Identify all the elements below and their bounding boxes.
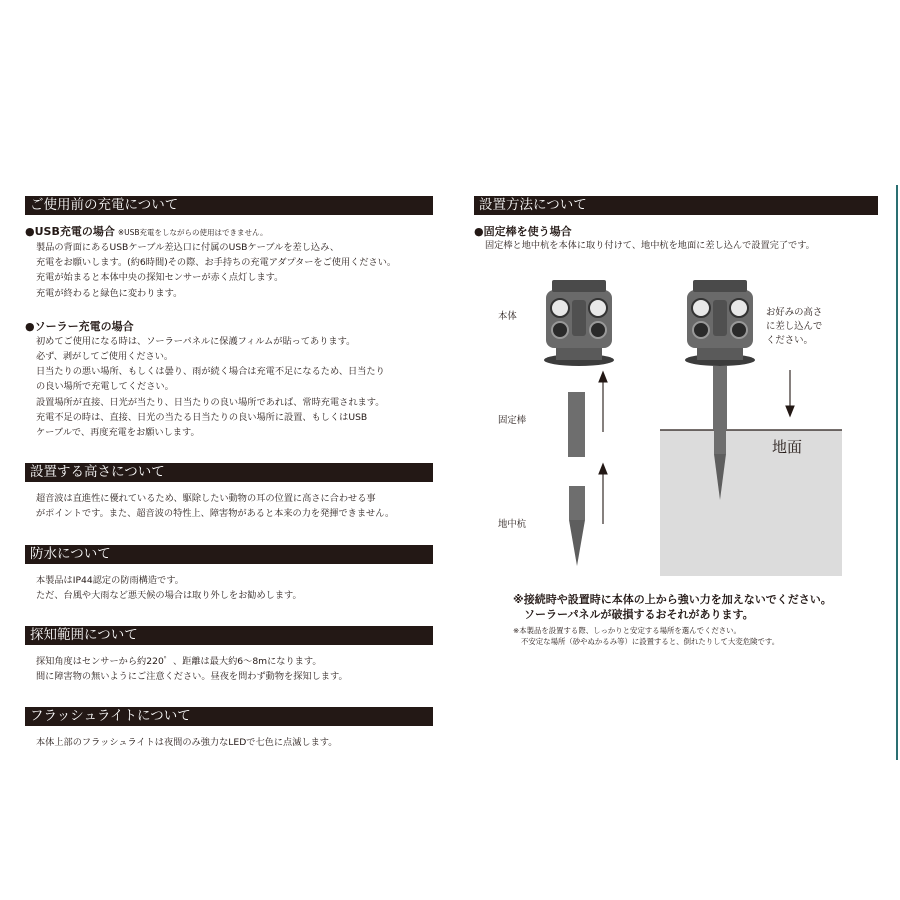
solar-charging-block xyxy=(25,320,433,440)
install-header: 設置方法について xyxy=(474,196,878,215)
waterproof-line: ただ、台風や大雨など悪天候の場合は取り外しをお勧めします。 xyxy=(36,589,302,601)
solar-line: 必ず、剥がしてご使用ください。 xyxy=(36,351,174,363)
height-section xyxy=(25,463,433,521)
usb-line: 製品の背面にあるUSBケーブル差込口に付属のUSBケーブルを差し込み、 xyxy=(36,242,340,253)
waterproof-header: 防水について xyxy=(25,545,433,564)
caution-sub-line: ※本製品を設置する際、しっかりと安定する場所を選んでください。 xyxy=(513,626,741,635)
label-height-note: ください。 xyxy=(766,335,813,346)
usb-line: 充電が始まると本体中央の探知センサーが赤く点灯します。 xyxy=(36,272,284,284)
solar-line: 充電不足の時は、直接、日光の当たる日当たりの良い場所に設置、もしくはUSB xyxy=(36,411,368,423)
charging-header: ご使用前の充電について xyxy=(25,196,433,215)
installation-diagram xyxy=(474,266,878,586)
solar-line: の良い場所で充電してください。 xyxy=(36,381,174,393)
install-sub-title: ●固定棒を使う場合 xyxy=(474,225,572,238)
usb-title-text: ●USB充電の場合 xyxy=(25,225,115,238)
solar-charging-title: ●ソーラー充電の場合 xyxy=(25,319,134,333)
height-header: 設置する高さについて xyxy=(25,463,433,482)
usb-line: 充電が終わると緑色に変わります。 xyxy=(36,287,183,299)
waterproof-line: 本製品はIP44認定の防雨構造です。 xyxy=(36,574,184,586)
arrow-down xyxy=(786,370,794,416)
ground-area xyxy=(660,430,842,576)
label-height-note: お好みの高さ xyxy=(766,307,823,318)
device-body-right xyxy=(685,280,755,366)
right-column xyxy=(474,196,878,530)
usb-charging-title xyxy=(25,225,433,240)
flash-line: 本体上部のフラッシュライトは夜間のみ強力なLEDで七色に点滅します。 xyxy=(36,737,338,749)
label-rod: 固定棒 xyxy=(498,415,527,426)
range-section xyxy=(25,626,433,684)
page-edge-line xyxy=(896,185,898,760)
fixed-rod xyxy=(568,392,585,457)
usb-note: ※USB充電をしながらの使用はできません。 xyxy=(117,228,268,237)
arrow-up-rod xyxy=(599,372,607,432)
label-ground: 地面 xyxy=(772,438,803,456)
caution-sub-line: 不安定な場所（砂やぬかるみ等）に設置すると、倒れたりして大変危険です。 xyxy=(521,637,780,646)
flash-section xyxy=(25,707,433,750)
height-line: 超音波は直進性に優れているため、駆除したい動物の耳の位置に高さに合わせる事 xyxy=(36,493,376,505)
caution-main-line: ※接続時や設置時に本体の上から強い力を加えないでください。 xyxy=(513,593,832,606)
arrow-up-stake xyxy=(599,464,607,524)
flash-header: フラッシュライトについて xyxy=(25,707,433,726)
solar-line: 設置場所が直接、日光が当たり、日当たりの良い場所であれば、常時充電されます。 xyxy=(36,396,385,408)
solar-line: 日当たりの悪い場所、もしくは曇り、雨が続く場合は充電不足になるため、日当たり xyxy=(36,366,385,378)
range-line: 間に障害物の無いようにご注意ください。昼夜を問わず動物を探知します。 xyxy=(36,671,348,683)
caution-main-line: ソーラーパネルが破損するおそれがあります。 xyxy=(524,608,754,621)
left-column xyxy=(25,196,433,751)
solar-line: ケーブルで、再度充電をお願いします。 xyxy=(36,427,200,439)
usb-line: 充電をお願いします。(約6時間)その際、お手持ちの充電アダプターをご使用ください。 xyxy=(36,257,397,269)
waterproof-section xyxy=(25,545,433,603)
ground-stake xyxy=(569,486,585,566)
label-body: 本体 xyxy=(498,311,517,322)
label-height-note: に差し込んで xyxy=(766,321,823,332)
device-body-left xyxy=(544,280,614,366)
range-header: 探知範囲について xyxy=(25,626,433,645)
charging-section xyxy=(25,196,433,440)
range-line: 探知角度はセンサーから約220゜、距離は最大約6～8mになります。 xyxy=(36,656,322,668)
label-stake: 地中杭 xyxy=(498,519,527,530)
install-description: 固定棒と地中杭を本体に取り付けて、地中杭を地面に差し込んで設置完了です。 xyxy=(485,240,815,251)
solar-line: 初めてご使用になる時は、ソーラーパネルに保護フィルムが貼ってあります。 xyxy=(36,335,356,347)
height-line: がポイントです。また、超音波の特性上、障害物があると本来の力を発揮できません。 xyxy=(36,508,395,520)
caution-block xyxy=(513,592,873,647)
